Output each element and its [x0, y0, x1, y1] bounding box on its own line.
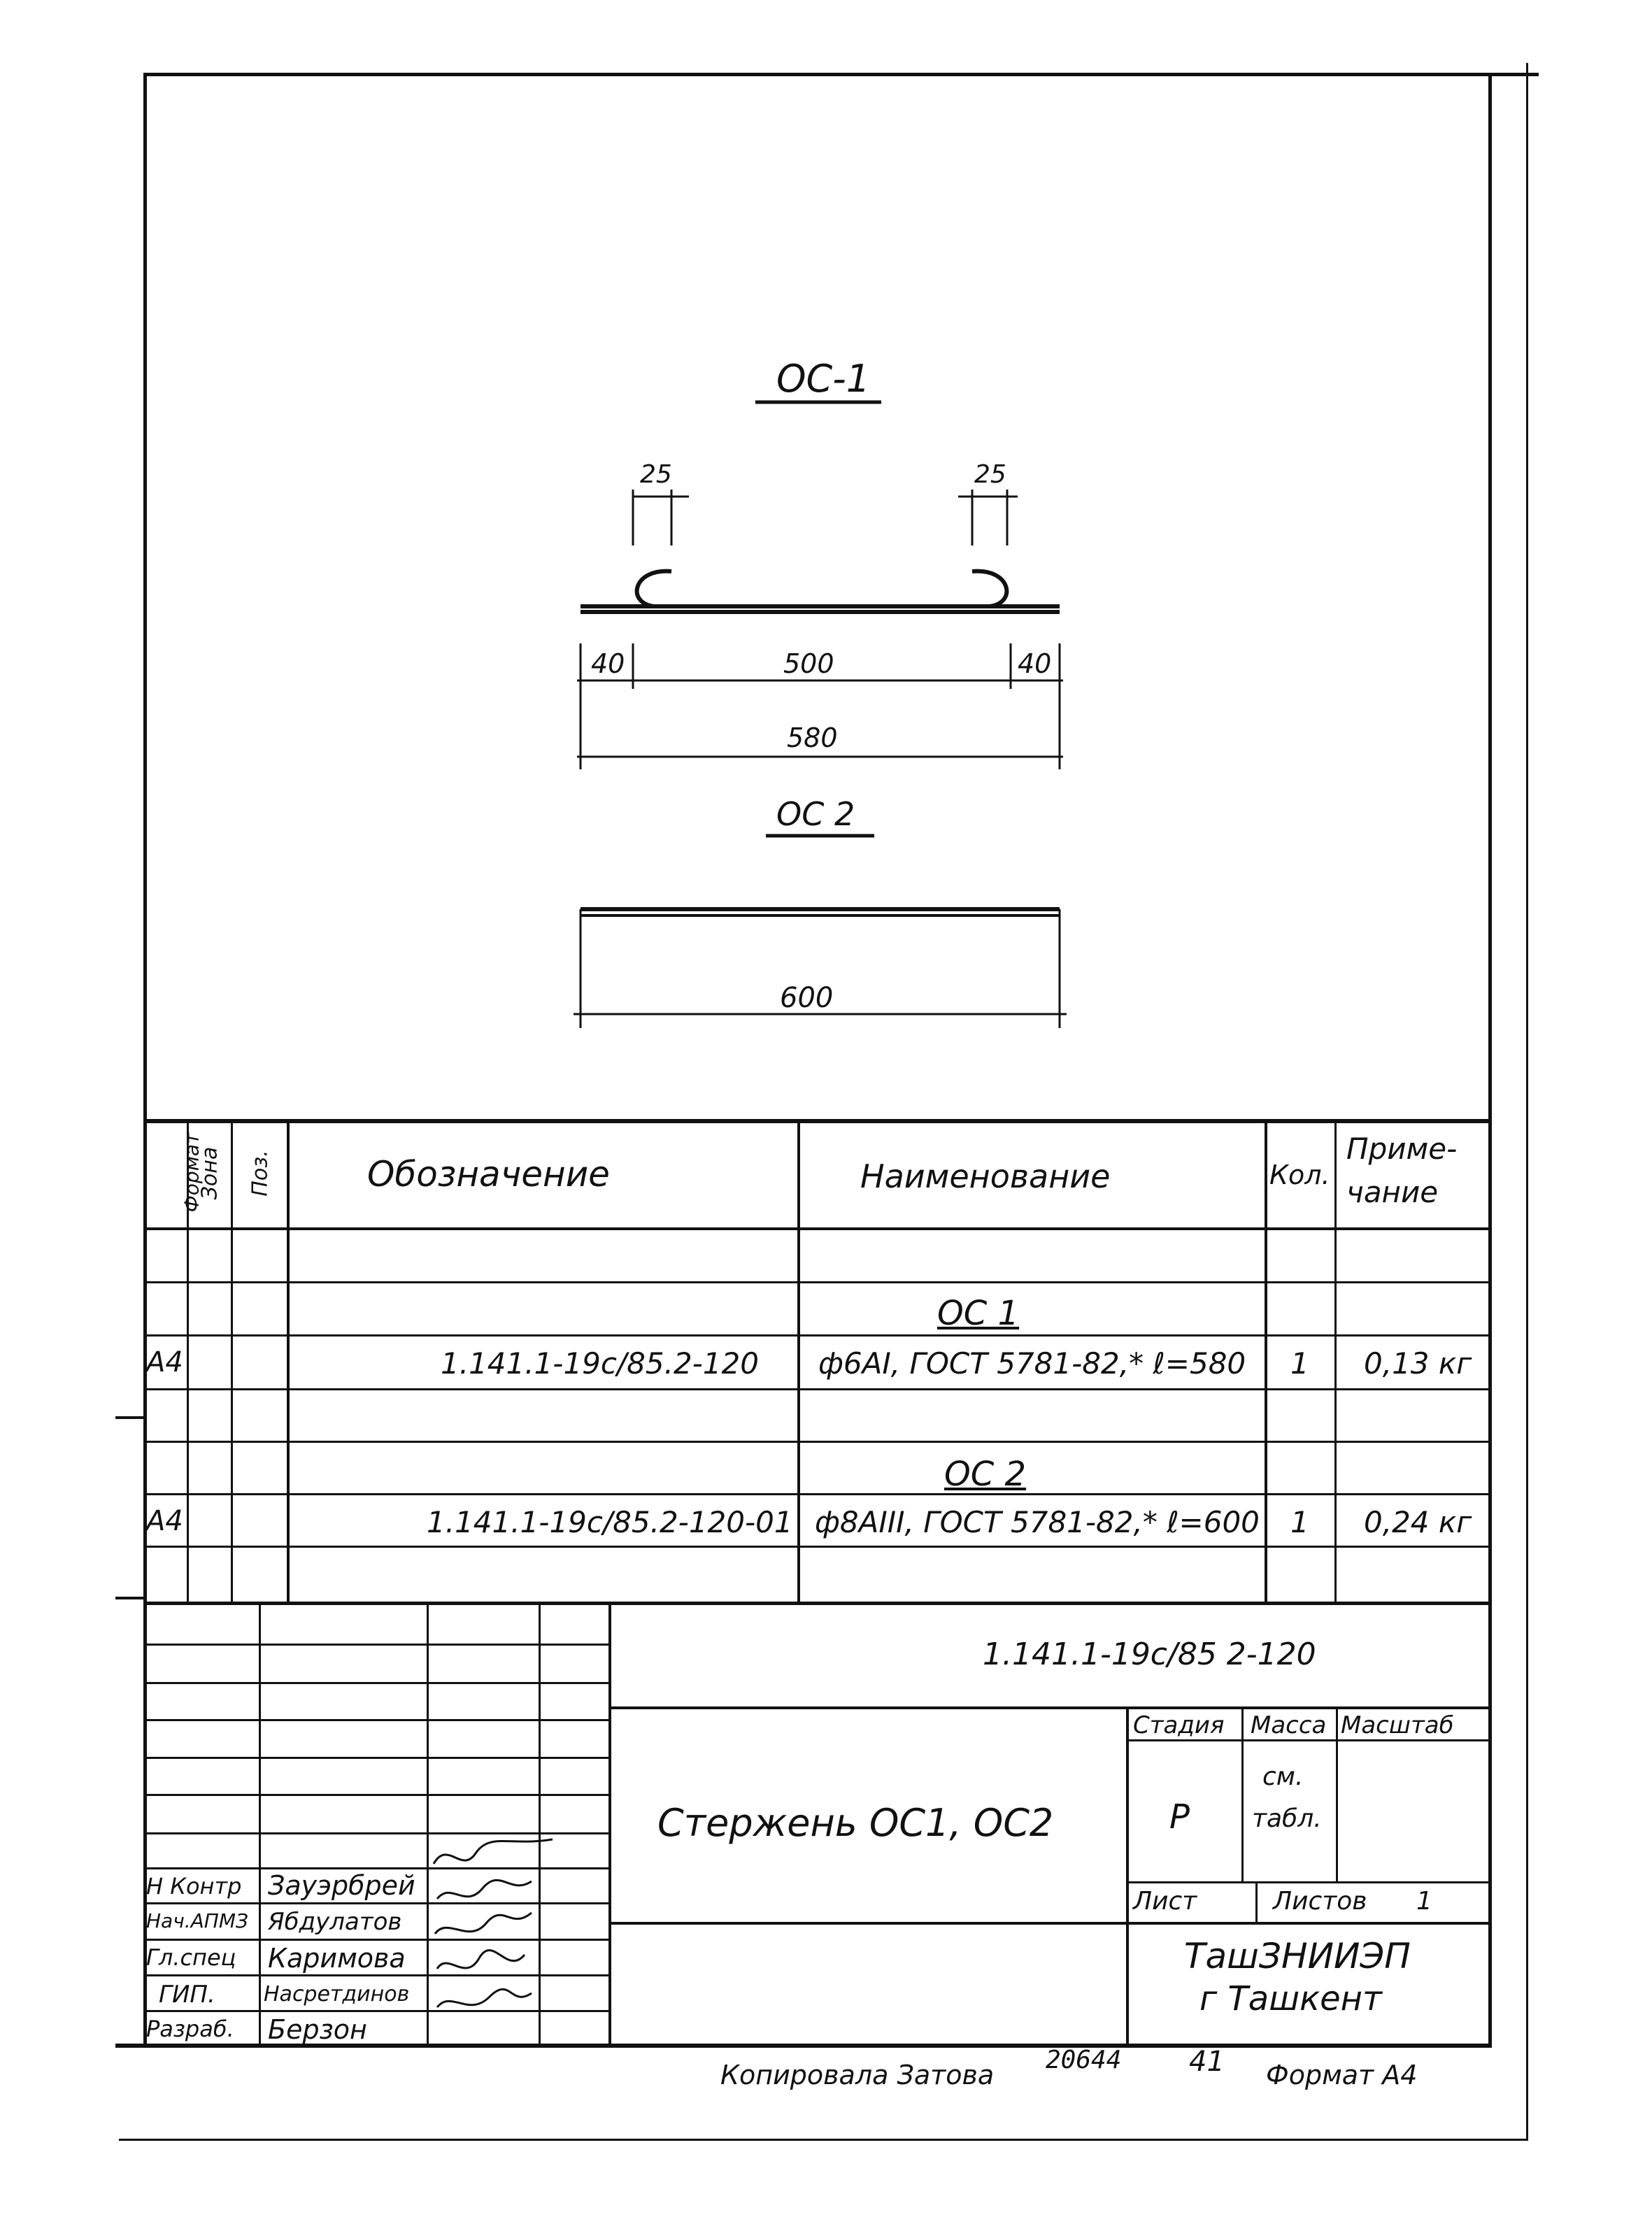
- sheets-label: Листов: [1273, 1887, 1367, 1916]
- drawing-title: Стержень ОС1, ОС2: [657, 1801, 1054, 1845]
- hook-dimension-right: [958, 490, 1018, 546]
- row-oc2-qty: 1: [1290, 1505, 1309, 1539]
- doc-code: 1.141.1-19с/85 2-120: [983, 1637, 1316, 1672]
- left-margin-tick-1: [115, 1416, 147, 1419]
- sign-name-5: Берзон: [268, 2014, 367, 2045]
- left-margin-tick-2: [115, 1597, 147, 1599]
- org-line2: г Ташкент: [1199, 1979, 1382, 2018]
- sign-name-4: Насретдинов: [264, 1982, 410, 2007]
- sign-role-1: Н Контр: [146, 1873, 242, 1899]
- row-oc1-name-spec: ф6АI, ГОСТ 5781-82,* ℓ=580: [818, 1346, 1246, 1381]
- signatures-scribbles: [427, 1832, 567, 2046]
- mass-label: Масса: [1251, 1711, 1327, 1739]
- sheets-value: 1: [1416, 1887, 1432, 1916]
- org-line1: ТашЗНИИЭП: [1184, 1936, 1411, 1976]
- row-oc2-designation: 1.141.1-19с/85.2-120-01: [427, 1505, 793, 1539]
- sign-name-1: Зауэрбрей: [268, 1870, 415, 1901]
- stage-value: Р: [1169, 1797, 1190, 1837]
- row-oc1-designation: 1.141.1-19с/85.2-120: [441, 1346, 759, 1381]
- dim-total-oc2: 600: [780, 982, 834, 1014]
- sign-name-3: Каримова: [268, 1943, 406, 1974]
- mass-value-line1: см.: [1262, 1762, 1304, 1791]
- row-oc2-note: 0,24 кг: [1364, 1505, 1472, 1539]
- stage-label: Стадия: [1133, 1711, 1225, 1739]
- row-oc2-name: ОС 2: [944, 1455, 1027, 1494]
- footer-number: 20644: [1046, 2046, 1122, 2074]
- header-note-line2: чание: [1346, 1175, 1439, 1209]
- oc1-title: ОС-1: [776, 357, 871, 401]
- sign-role-3: Гл.спец: [146, 1944, 236, 1971]
- row-oc2-format: А4: [146, 1505, 183, 1537]
- row-oc2-name-spec: ф8АIII, ГОСТ 5781-82,* ℓ=600: [815, 1505, 1260, 1539]
- dim-middle: 500: [783, 648, 834, 679]
- title-block: [143, 1602, 1492, 2046]
- oc1-bar: [581, 571, 1060, 612]
- row-oc1-name: ОС 1: [937, 1294, 1020, 1333]
- header-note-line1: Приме-: [1346, 1132, 1458, 1166]
- header-qty: Кол.: [1269, 1160, 1330, 1190]
- dim-hook-right: 25: [974, 460, 1006, 489]
- header-format: Формат: [180, 1132, 204, 1213]
- row-oc1-format: А4: [146, 1346, 183, 1378]
- sign-role-2: Нач.АПМЗ: [146, 1909, 248, 1932]
- oc2-title: ОС 2: [776, 795, 855, 833]
- sign-role-4: ГИП.: [159, 1981, 215, 2009]
- row-oc1-note: 0,13 кг: [1364, 1346, 1472, 1381]
- header-designation: Обозначение: [367, 1154, 610, 1195]
- mass-value-line2: табл.: [1252, 1804, 1322, 1833]
- dim-hook-left: 25: [640, 460, 672, 489]
- header-name: Наименование: [860, 1157, 1111, 1195]
- header-zone: Зона: [197, 1146, 222, 1200]
- page-bottom-line: [119, 2139, 1528, 2141]
- row-oc1-qty: 1: [1290, 1346, 1309, 1381]
- format-label: Формат А4: [1266, 2060, 1418, 2090]
- dim-end-right: 40: [1018, 648, 1052, 679]
- spec-table: [143, 1119, 1492, 1640]
- dim-total-oc1: 580: [787, 722, 838, 753]
- sheet-label: Лист: [1133, 1887, 1197, 1916]
- scale-label: Масштаб: [1341, 1711, 1454, 1739]
- copied-by: Копировала Затова: [720, 2060, 995, 2090]
- dim-end-left: 40: [591, 648, 625, 679]
- sign-name-2: Ябдулатов: [268, 1908, 402, 1936]
- hook-dimension-left: [633, 490, 689, 546]
- header-pos: Поз.: [248, 1150, 273, 1197]
- sign-role-5: Разраб.: [146, 2016, 234, 2042]
- sheet-number: 41: [1189, 2046, 1225, 2078]
